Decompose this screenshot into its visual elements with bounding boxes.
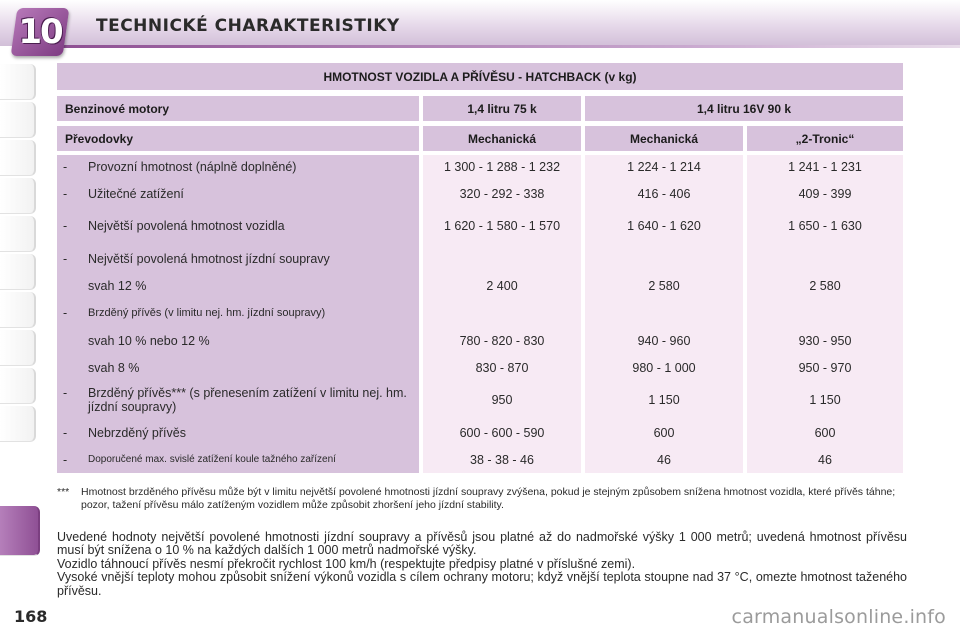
row-value-3 bbox=[747, 301, 903, 325]
table-row bbox=[57, 383, 903, 417]
chapter-number: 10 bbox=[18, 12, 62, 52]
table-row bbox=[57, 247, 903, 271]
table-row bbox=[57, 421, 903, 445]
gearbox-3: „2-Tronic“ bbox=[747, 126, 903, 151]
page-title: TECHNICKÉ CHARAKTERISTIKY bbox=[96, 16, 400, 36]
page-header bbox=[0, 0, 960, 58]
row-value-1: 600 - 600 - 590 bbox=[459, 426, 545, 440]
note-paragraph: Uvedené hodnoty největší povolené hmotnosti jízdní soupravy a přívěsů jsou platné až do nadmořské výšky 1 000 metrů; uvedená hmotnost přívěsu musí být snížena o 10 % na každých dalších 1 000 metrů nadmořské výšky. bbox=[57, 530, 907, 558]
table-row bbox=[57, 274, 903, 298]
gearbox-1: Mechanická bbox=[423, 126, 581, 151]
row-value-3: 46 bbox=[818, 453, 832, 467]
chapter-tab-active[interactable] bbox=[0, 506, 40, 556]
chapter-tabs bbox=[0, 64, 40, 584]
chapter-tab-4[interactable] bbox=[0, 178, 36, 214]
chapter-tab-8[interactable] bbox=[0, 330, 36, 366]
row-label: svah 12 % bbox=[88, 279, 147, 293]
row-value-2: 980 - 1 000 bbox=[632, 361, 696, 375]
table-row bbox=[57, 448, 903, 472]
row-dash: - bbox=[63, 252, 68, 266]
row-value-1 bbox=[423, 301, 581, 325]
row-value-2: 416 - 406 bbox=[637, 187, 691, 201]
table-row bbox=[57, 356, 903, 380]
row-value-1: 1 620 - 1 580 - 1 570 bbox=[443, 219, 561, 233]
gearbox-label: Převodovky bbox=[57, 126, 419, 151]
notes-text bbox=[57, 531, 907, 598]
row-label: Doporučené max. svislé zatížení koule tažného zařízení bbox=[88, 454, 336, 465]
page-number: 168 bbox=[14, 607, 48, 626]
row-label: Největší povolená hmotnost jízdní soupravy bbox=[88, 252, 330, 266]
row-dash: - bbox=[63, 386, 68, 400]
row-value-3: 930 - 950 bbox=[798, 334, 852, 348]
engine-header-row bbox=[57, 96, 903, 121]
row-value-1: 38 - 38 - 46 bbox=[470, 453, 534, 467]
row-label: Brzděný přívěs*** (s přenesením zatížení v limitu nej. hm. jízdní soupravy) bbox=[88, 386, 407, 414]
chapter-tab-3[interactable] bbox=[0, 140, 36, 176]
table-title: HMOTNOST VOZIDLA A PŘÍVĚSU - HATCHBACK (v kg) bbox=[323, 69, 637, 84]
row-value-3: 1 241 - 1 231 bbox=[788, 160, 862, 174]
row-value-3: 2 580 bbox=[809, 279, 841, 293]
note-paragraph: Vozidlo táhnoucí přívěs nesmí překročit rychlost 100 km/h (respektujte předpisy platné v příslušné zemi). bbox=[57, 556, 636, 571]
engine-2: 1,4 litru 16V 90 k bbox=[585, 96, 903, 121]
table-row bbox=[57, 329, 903, 353]
chapter-tab-5[interactable] bbox=[0, 216, 36, 252]
row-label: Brzděný přívěs (v limitu nej. hm. jízdní soupravy) bbox=[88, 307, 326, 319]
watermark: carmanualsonline.info bbox=[731, 606, 946, 628]
chapter-tab-7[interactable] bbox=[0, 292, 36, 328]
row-value-2: 1 640 - 1 620 bbox=[627, 219, 701, 233]
row-value-1: 320 - 292 - 338 bbox=[459, 187, 545, 201]
row-dash: - bbox=[63, 187, 68, 201]
table-row bbox=[57, 213, 903, 239]
row-value-1: 1 300 - 1 288 - 1 232 bbox=[443, 160, 561, 174]
chapter-tab-2[interactable] bbox=[0, 102, 36, 138]
chapter-tab-10[interactable] bbox=[0, 406, 36, 442]
row-value-2: 1 224 - 1 214 bbox=[627, 160, 701, 174]
row-value-2: 600 bbox=[653, 426, 675, 440]
row-value-2: 940 - 960 bbox=[637, 334, 691, 348]
table-row bbox=[57, 181, 903, 207]
footnote-text: Hmotnost brzděného přívěsu může být v limitu největší povolené hmotnosti jízdní soupravy zvýšena, pokud je stejným způsobem snížena hmotnost vozidla, které přívěs táhne; pozor, tažení přívěsu málo zatíženým vozidlem může způsobit zhoršení jeho jízdní stability. bbox=[81, 486, 896, 511]
row-value-2: 1 150 bbox=[648, 393, 680, 407]
row-dash: - bbox=[63, 426, 68, 440]
row-value-3 bbox=[747, 247, 903, 271]
row-dash: - bbox=[63, 453, 68, 467]
gearbox-header-row bbox=[57, 126, 903, 151]
row-value-2: 46 bbox=[657, 453, 671, 467]
table-row bbox=[57, 155, 903, 179]
row-value-3: 1 150 bbox=[809, 393, 841, 407]
row-value-3: 1 650 - 1 630 bbox=[788, 219, 862, 233]
row-value-1: 780 - 820 - 830 bbox=[459, 334, 545, 348]
chapter-tab-1[interactable] bbox=[0, 64, 36, 100]
row-value-3: 409 - 399 bbox=[798, 187, 852, 201]
row-label: Největší povolená hmotnost vozidla bbox=[88, 219, 285, 233]
gearbox-2: Mechanická bbox=[585, 126, 743, 151]
row-value-1: 2 400 bbox=[486, 279, 518, 293]
row-value-2 bbox=[585, 247, 743, 271]
row-value-1: 950 bbox=[491, 393, 513, 407]
engine-label: Benzinové motory bbox=[57, 96, 419, 121]
row-label: svah 10 % nebo 12 % bbox=[88, 334, 210, 348]
row-value-1: 830 - 870 bbox=[475, 361, 529, 375]
row-label: Nebrzděný přívěs bbox=[88, 426, 186, 440]
row-label: Provozní hmotnost (náplně doplněné) bbox=[88, 160, 297, 174]
table-title-row bbox=[57, 63, 903, 90]
engine-1: 1,4 litru 75 k bbox=[423, 96, 581, 121]
header-divider bbox=[60, 45, 960, 48]
row-dash: - bbox=[63, 160, 68, 174]
row-value-2: 2 580 bbox=[648, 279, 680, 293]
row-value-1 bbox=[423, 247, 581, 271]
row-dash: - bbox=[63, 306, 68, 320]
row-value-3: 950 - 970 bbox=[798, 361, 852, 375]
row-value-3: 600 bbox=[814, 426, 836, 440]
row-value-2 bbox=[585, 301, 743, 325]
row-label: Užitečné zatížení bbox=[88, 187, 184, 201]
table-row bbox=[57, 301, 903, 325]
row-label: svah 8 % bbox=[88, 361, 140, 375]
chapter-tab-6[interactable] bbox=[0, 254, 36, 290]
row-dash: - bbox=[63, 219, 68, 233]
note-paragraph: Vysoké vnější teploty mohou způsobit snížení výkonů vozidla s cílem ochrany motoru; když vnější teplota stoupne nad 37 °C, omezte hmotnost taženého přívěsu. bbox=[57, 570, 907, 598]
chapter-tab-9[interactable] bbox=[0, 368, 36, 404]
footnote-marker: *** bbox=[57, 486, 70, 498]
